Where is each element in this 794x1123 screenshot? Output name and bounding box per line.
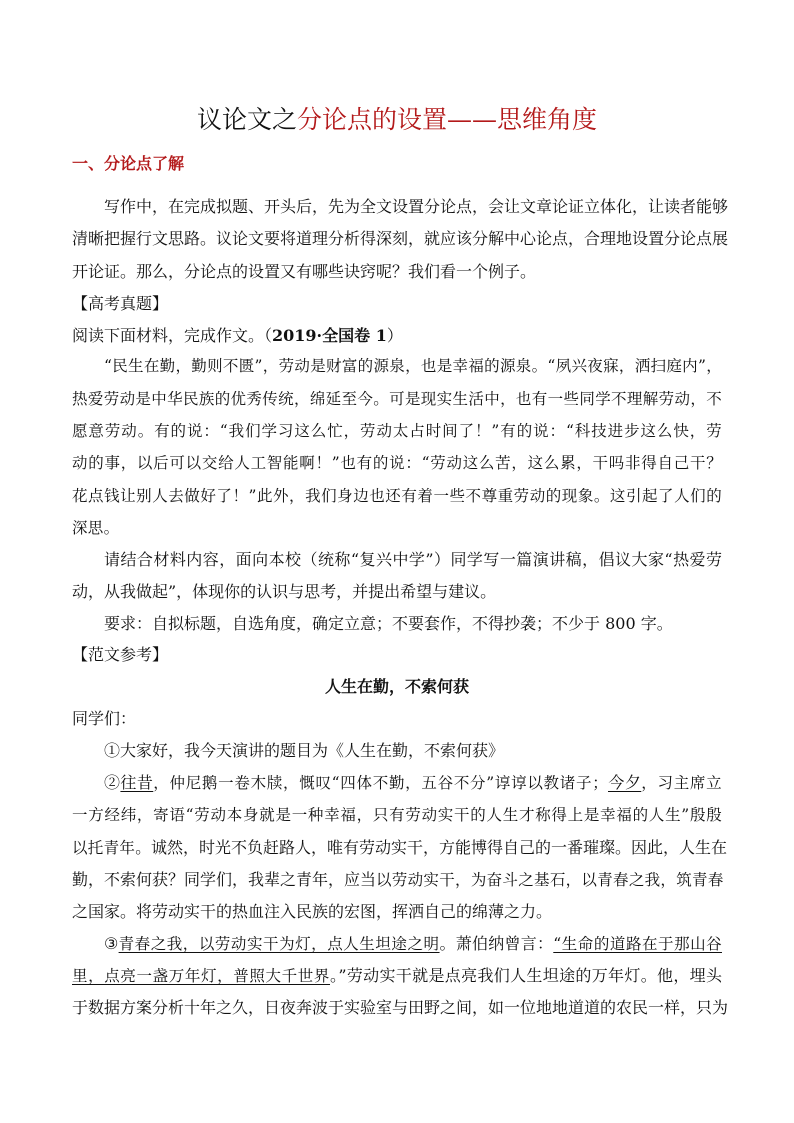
- material-line-4: 动的事，以后可以交给人工智能啊！”也有的说：“劳动这么苦，这么累，干吗非得自己干？: [72, 454, 722, 472]
- intro-line-3: 开论证。那么，分论点的设置又有哪些诀窍呢？我们看一个例子。: [72, 262, 537, 281]
- material-line-3: 愿意劳动。有的说：“我们学习这么忙，劳动太占时间了！”有的说：“科技进步这么快，劳: [72, 422, 722, 440]
- task-line-1: 请结合材料内容，面向本校（统称“复兴中学”）同学写一篇演讲稿，倡议大家“热爱劳: [104, 550, 722, 569]
- essay-p2-line-1: ②往昔，仲尼鹅一卷木牍，慨叹“四体不勤，五谷不分”谆谆以教诸子；今夕，习主席立: [104, 773, 722, 792]
- essay-title: 人生在勤，不索何获: [324, 677, 469, 696]
- essay-greeting: 同学们：: [72, 709, 137, 728]
- task-line-2: 动，从我做起”，体现你的认识与思考，并提出希望与建议。: [72, 582, 497, 601]
- title-part2: 分论点的设置: [296, 105, 447, 134]
- intro-line-2: 清晰把握行文思路。议论文要将道理分析得深刻，就应该分解中心论点，合理地设置分论点展: [72, 229, 729, 248]
- essay-label: 【范文参考】: [72, 645, 169, 664]
- exam-source: 2019·全国卷 1: [272, 326, 387, 345]
- page-title: [0, 100, 794, 136]
- essay-p2-line-4: 勤，不索何获？同学们，我辈之青年，应当以劳动实干，为奋斗之基石，以青春之我，筑青春: [72, 870, 724, 889]
- material-line-2: 热爱劳动是中华民族的优秀传统，绵延至今。可是现实生活中，也有一些同学不理解劳动，不: [72, 390, 722, 408]
- essay-p2-line-3: 以托青年。诚然，时光不负赶路人，唯有劳动实干，方能博得自己的一番璀璨。因此，人生在: [72, 838, 728, 857]
- essay-paragraph-1: ①大家好，我今天演讲的题目为《人生在勤，不索何获》: [104, 741, 505, 760]
- title-part3: ——思维角度: [447, 105, 598, 134]
- essay-p3-line-1: ③青春之我，以劳动实干为灯，点人生坦途之明。萧伯纳曾言：“生命的道路在于那山谷: [104, 934, 722, 953]
- title-part1: 议论文之: [196, 105, 297, 134]
- section-heading: 一、分论点了解: [72, 154, 185, 173]
- essay-p2-line-5: 之国家。将劳动实干的热血注入民族的宏图，挥洒自己的绵薄之力。: [72, 902, 553, 921]
- essay-p2-line-2: 一方经纬，寄语“劳动本身就是一种幸福，只有劳动实干的人生才称得上是幸福的人生”殷殷: [72, 806, 722, 824]
- material-line-6: 深思。: [72, 519, 120, 537]
- intro-line-1: 写作中，在完成拟题、开头后，先为全文设置分论点，会让文章论证立体化，让读者能够: [104, 197, 729, 216]
- material-line-5: 花点钱让别人去做好了！”此外，我们身边也还有着一些不尊重劳动的现象。这引起了人们的: [72, 487, 722, 505]
- essay-p3-line-3: 于数据方案分析十年之久，日夜奔波于实验室与田野之间，如一位地地道道的农民一样，只为: [72, 998, 729, 1017]
- essay-p3-line-2: 里，点亮一盏万年灯，普照大千世界。”劳动实干就是点亮我们人生坦途的万年灯。他，埋头: [72, 966, 722, 985]
- gaokao-prompt: 阅读下面材料，完成作文。（2019·全国卷 1）: [72, 326, 403, 345]
- material-line-1: “民生在勤，勤则不匮”，劳动是财富的源泉，也是幸福的源泉。“夙兴夜寐，洒扫庭内”，: [104, 357, 722, 375]
- requirement: 要求：自拟标题，自选角度，确定立意；不要套作，不得抄袭；不少于 800 字。: [104, 614, 673, 633]
- gaokao-label: 【高考真题】: [72, 294, 169, 313]
